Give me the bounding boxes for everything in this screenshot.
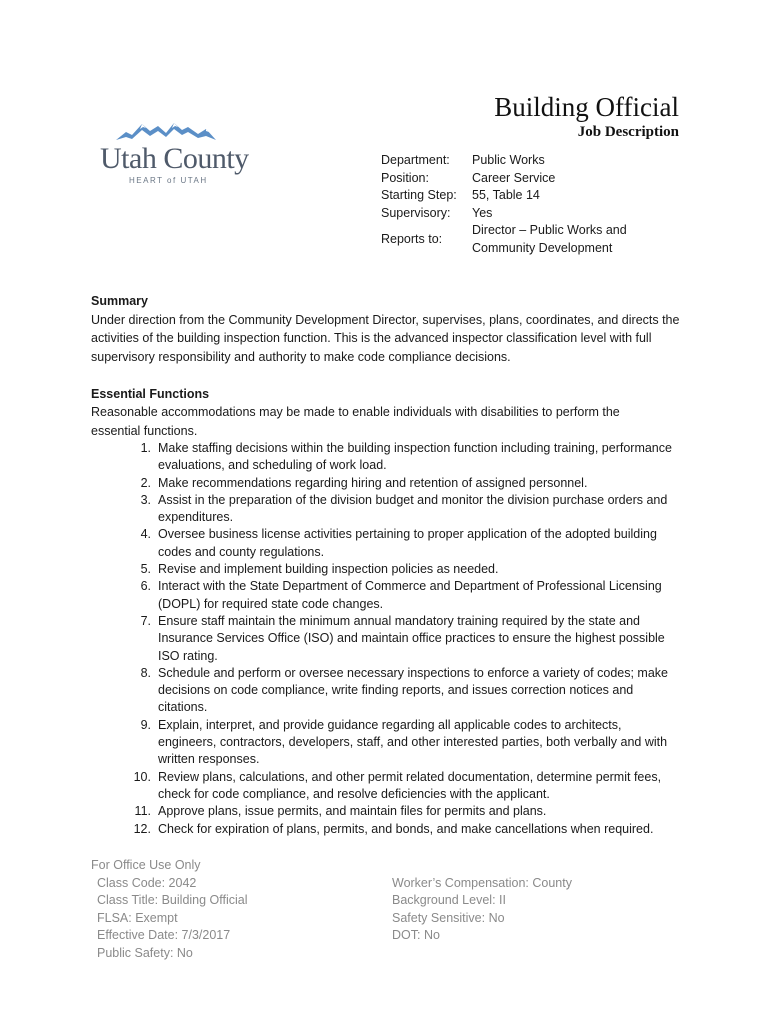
list-item (91, 717, 691, 769)
list-item (91, 665, 691, 717)
list-item (91, 613, 691, 665)
list-item-number: 6. (140, 579, 151, 594)
info-value: Career Service (472, 170, 556, 185)
list-item-number: 9. (140, 717, 151, 732)
office-field: Class Title: Building Official (97, 893, 248, 907)
info-label: Reports to: (381, 231, 443, 246)
office-right-column (392, 875, 642, 963)
office-field: Safety Sensitive: No (392, 910, 505, 925)
list-item-text: Revise and implement building inspection policies as needed. (158, 562, 499, 577)
list-item (91, 769, 691, 804)
office-field: Background Level: II (392, 893, 506, 907)
office-field: Public Safety: No (97, 945, 193, 960)
list-item-text: Assist in the preparation of the division budget and monitor the division purchase orders and expenditures. (158, 492, 668, 525)
list-item-number: 12. (133, 821, 151, 836)
info-label: Starting Step: (381, 188, 457, 202)
office-field: FLSA: Exempt (97, 910, 178, 925)
info-label: Supervisory: (381, 205, 451, 220)
list-item-text: Check for expiration of plans, permits, and bonds, and make cancellations when required. (158, 821, 654, 836)
list-item (91, 578, 691, 613)
info-value: Public Works (472, 153, 545, 167)
list-item-number: 5. (140, 562, 151, 577)
list-item (91, 526, 691, 561)
utah-county-logo (100, 120, 249, 188)
list-item-number: 11. (134, 804, 151, 819)
info-row-supervisory (381, 205, 672, 223)
summary-text: Under direction from the Community Development Director, supervises, plans, coordinates, and directs the activities of the building inspection function. This is the advanced inspector classification level with full supervisory responsibility and authority to make code compliance decisions. (91, 312, 680, 364)
logo-tagline: HEART of UTAH (129, 176, 208, 185)
info-value: Director – Public Works and Community Development (472, 223, 627, 255)
essential-functions-heading: Essential Functions (91, 386, 210, 401)
list-item-text: Schedule and perform or oversee necessary inspections to enforce a variety of codes; make decisions on code compliance, write finding reports, and issues correction notices and citations. (158, 665, 668, 715)
info-row-department (381, 152, 672, 170)
list-item-text: Oversee business license activities pertaining to proper application of the adopted building codes and county regulations. (158, 527, 657, 559)
list-item-text: Ensure staff maintain the minimum annual mandatory training required by the state and Insurance Services Office (ISO) and maintain office practices to ensure the highest possible ISO rating. (158, 613, 665, 663)
list-item-number: 10. (133, 769, 151, 784)
list-item-number: 1. (140, 441, 151, 455)
list-item (91, 475, 691, 492)
list-item (91, 803, 691, 820)
list-item-number: 3. (140, 492, 151, 507)
list-item (91, 492, 691, 527)
office-field: Worker’s Compensation: County (392, 875, 572, 890)
list-item-number: 4. (140, 527, 151, 542)
info-label: Position: (381, 170, 429, 185)
list-item (91, 440, 691, 475)
list-item (91, 561, 691, 578)
office-field: Class Code: 2042 (97, 875, 197, 890)
list-item-text: Interact with the State Department of Commerce and Department of Professional Licensing (DOPL) for required state code changes. (158, 579, 662, 611)
list-item-text: Make staffing decisions within the building inspection function including training, performance evaluations, and scheduling of work load. (158, 441, 672, 473)
office-left-column (97, 875, 392, 963)
list-item-number: 8. (140, 665, 151, 680)
office-use-heading: For Office Use Only (91, 858, 201, 872)
info-row-starting-step (381, 187, 672, 205)
office-field: Effective Date: 7/3/2017 (97, 928, 231, 942)
list-item-text: Review plans, calculations, and other permit related documentation, determine permit fees, check for code compliance, and resolve deficiencies with the applicant. (158, 769, 662, 801)
info-value: 55, Table 14 (472, 188, 540, 202)
page-subtitle: Job Description (577, 124, 679, 140)
essential-functions-list (91, 440, 691, 838)
summary-heading: Summary (91, 294, 148, 308)
info-value: Yes (472, 205, 493, 220)
list-item (91, 821, 691, 838)
list-item-number: 2. (140, 475, 151, 490)
document-body (91, 292, 691, 838)
info-row-reports-to (381, 222, 672, 257)
page-title: Building Official (494, 92, 679, 122)
list-item-text: Explain, interpret, and provide guidance regarding all applicable codes to architects, engineers, contractors, developers, staff, and other interested parties, both verbally and with written responses. (158, 717, 668, 767)
list-item-text: Make recommendations regarding hiring and retention of assigned personnel. (158, 475, 588, 490)
essential-functions-intro: Reasonable accommodations may be made to enable individuals with disabilities to perform the essential functions. (91, 405, 620, 438)
info-label: Department: (381, 153, 450, 167)
list-item-text: Approve plans, issue permits, and maintain files for permits and plans. (158, 804, 547, 819)
info-row-position (381, 170, 672, 188)
list-item-number: 7. (140, 613, 151, 628)
office-use-section (91, 857, 642, 962)
job-info-table (381, 152, 672, 257)
office-field: DOT: No (392, 928, 440, 942)
logo-wordmark: Utah County (100, 142, 249, 175)
mountain-icon (116, 120, 216, 142)
